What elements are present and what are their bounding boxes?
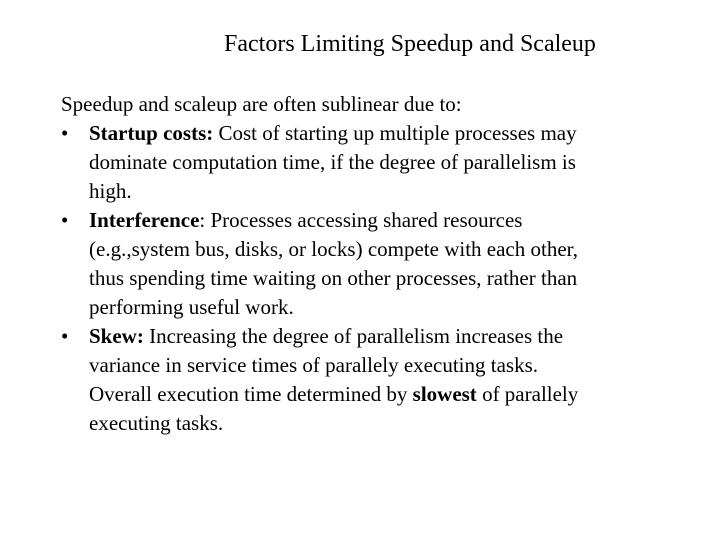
bullet-text: Increasing the degree of parallelism increases the — [143, 324, 564, 348]
bullet-line: performing useful work. — [89, 295, 294, 319]
bullet-line: dominate computation time, if the degree of parallelism is — [89, 150, 576, 174]
bullet-dot-icon: • — [61, 324, 69, 348]
bullet-line: variance in service times of parallely executing tasks. — [89, 353, 538, 377]
bullet-line: high. — [89, 179, 132, 203]
intro-text: Speedup and scaleup are often sublinear due to: — [61, 92, 462, 116]
bullet-term: Skew: — [89, 324, 144, 348]
bullet-startup-costs — [61, 119, 676, 206]
bullet-term: Interference — [89, 208, 200, 232]
bullet-line — [89, 322, 676, 351]
emphasis-text: slowest — [412, 382, 477, 406]
bullet-line — [89, 119, 676, 148]
bullet-list — [61, 119, 676, 438]
bullet-text: of parallely — [476, 382, 579, 406]
bullet-text: : Processes accessing shared resources — [199, 208, 523, 232]
bullet-line: (e.g.,system bus, disks, or locks) compete with each other, — [89, 237, 579, 261]
bullet-line: thus spending time waiting on other processes, rather than — [89, 266, 578, 290]
bullet-line — [89, 380, 676, 409]
bullet-term: Startup costs: — [89, 121, 214, 145]
bullet-dot-icon: • — [61, 121, 69, 145]
bullet-line: executing tasks. — [89, 411, 224, 435]
bullet-text: Cost of starting up multiple processes may — [213, 121, 577, 145]
bullet-line — [89, 206, 676, 235]
bullet-text: Overall execution time determined by — [89, 382, 413, 406]
bullet-skew — [61, 322, 676, 438]
slide-body — [61, 90, 676, 438]
slide-title: Factors Limiting Speedup and Scaleup — [224, 31, 596, 57]
bullet-dot-icon: • — [61, 208, 69, 232]
bullet-interference — [61, 206, 676, 322]
